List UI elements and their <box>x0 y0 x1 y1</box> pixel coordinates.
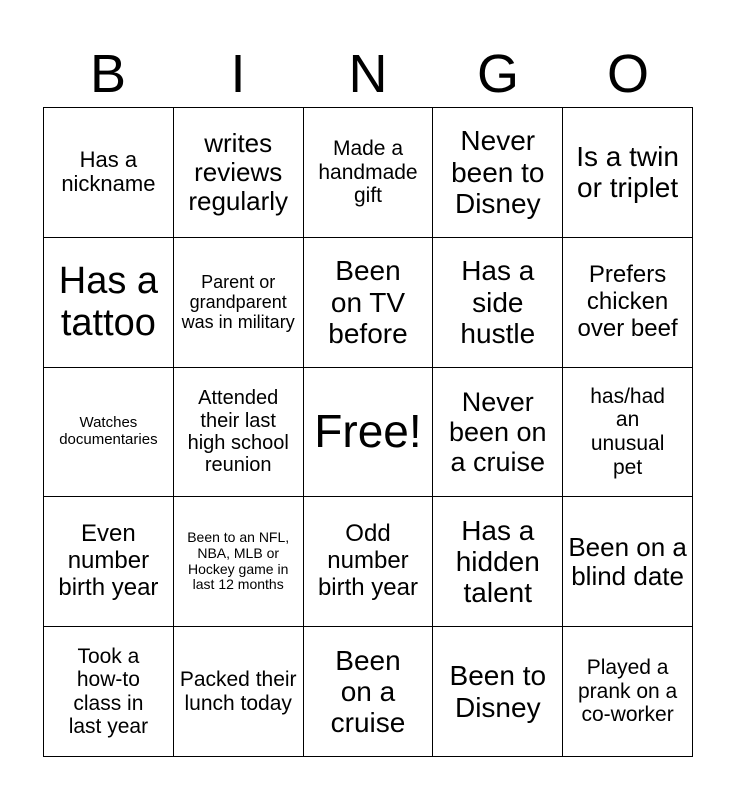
bingo-cell[interactable] <box>44 368 174 498</box>
bingo-cell[interactable] <box>304 108 434 238</box>
bingo-board <box>43 107 693 757</box>
cell-text: Odd number birth year <box>317 520 418 602</box>
header-letter-i: I <box>230 44 246 104</box>
bingo-cell[interactable] <box>433 238 563 368</box>
cell-text: Watches documentaries <box>59 414 158 448</box>
bingo-cell[interactable] <box>44 108 174 238</box>
cell-text: Been on a cruise <box>330 644 406 739</box>
bingo-cell[interactable] <box>174 368 304 498</box>
bingo-cell[interactable] <box>563 108 693 238</box>
cell-text: Been to an NFL, NBA, MLB or Hockey game in last 12 months <box>187 529 290 593</box>
bingo-cell[interactable] <box>174 497 304 627</box>
cell-text: Has a tattoo <box>58 259 159 345</box>
free-space: Free! <box>314 405 422 458</box>
bingo-cell[interactable] <box>44 497 174 627</box>
bingo-cell[interactable] <box>174 627 304 757</box>
bingo-cell[interactable] <box>433 368 563 498</box>
bingo-cell[interactable] <box>304 238 434 368</box>
cell-text: Has a hidden talent <box>455 514 540 609</box>
cell-text: Took a how-to class in last year <box>68 644 149 739</box>
bingo-cell[interactable] <box>44 627 174 757</box>
bingo-cell[interactable] <box>174 108 304 238</box>
cell-text: Been on TV before <box>328 255 408 349</box>
bingo-cell[interactable] <box>304 627 434 757</box>
cell-text: Even number birth year <box>58 520 159 602</box>
cell-text: Prefers chicken over beef <box>577 260 678 342</box>
header-letter-g: G <box>476 44 519 104</box>
cell-text: Been to Disney <box>449 660 547 723</box>
bingo-cell[interactable] <box>433 497 563 627</box>
cell-text: writes reviews regularly <box>188 127 289 216</box>
bingo-cell[interactable] <box>433 108 563 238</box>
bingo-header <box>43 40 693 108</box>
cell-text: Attended their last high school reunion <box>187 387 289 477</box>
bingo-cell[interactable] <box>563 238 693 368</box>
header-letter-n: N <box>348 44 388 104</box>
bingo-cell[interactable] <box>304 368 434 498</box>
bingo-cell[interactable] <box>563 368 693 498</box>
cell-text: Is a twin or triplet <box>576 141 679 204</box>
cell-text: Never been to Disney <box>451 125 545 220</box>
cell-text: Has a nickname <box>61 146 156 197</box>
cell-text: has/had an unusual pet <box>590 384 665 479</box>
header-letter-b: B <box>89 44 127 104</box>
cell-text: Packed their lunch today <box>179 668 297 715</box>
bingo-cell[interactable] <box>563 627 693 757</box>
cell-text: Parent or grandparent was in military <box>181 271 295 333</box>
bingo-cell[interactable] <box>44 238 174 368</box>
header-letter-o: O <box>606 44 649 104</box>
cell-text: Been on a blind date <box>568 531 687 591</box>
bingo-cell[interactable] <box>304 497 434 627</box>
cell-text: Played a prank on a co-worker <box>577 656 678 727</box>
cell-text: Made a handmade gift <box>318 137 418 208</box>
bingo-cell[interactable] <box>433 627 563 757</box>
bingo-cell[interactable] <box>174 238 304 368</box>
cell-text: Has a side hustle <box>460 255 536 349</box>
cell-text: Never been on a cruise <box>448 386 547 478</box>
bingo-cell[interactable] <box>563 497 693 627</box>
